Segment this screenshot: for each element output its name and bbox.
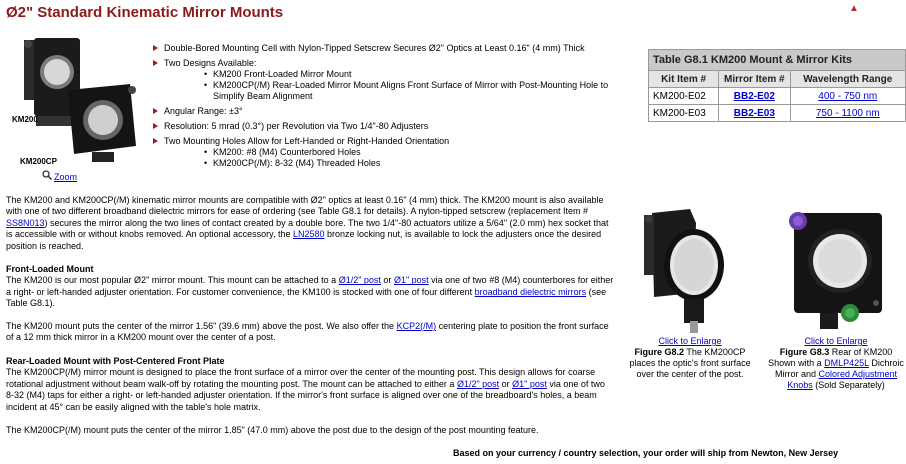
front-loaded-paragraph-2: The KM200 mount puts the center of the mirror 1.56" (39.6 mm) above the post. We also offer the KCP2(/M) centering plate to position the front surface of a 12 mm thick mirror in a KM200 mount over the center of a post. (6, 321, 609, 343)
mirror-item-link[interactable]: BB2-E03 (733, 107, 775, 119)
click-to-enlarge-link[interactable]: Click to Enlarge (804, 336, 868, 346)
feature-subitem: • KM200CP(/M): 8-32 (M4) Threaded Holes (204, 158, 642, 169)
rear-loaded-section: Rear-Loaded Mount with Post-Centered Front Plate The KM200CP(/M) mirror mount is designed to place the front surface of a mirror over the center of the mounting post. This design allows for coarse rotational adjustment without beam walk-off by rotating the mounting post. The mount can be attached to either a Ø1/2" post or Ø1" post via one of two 8-32 (M4) taps for either a right- or left-handed adjuster orientation. If the mirror's front surface is aligned over one of the breadboard's holes, a beam incident at 45° can be easily aligned with the table's hole matrix. (6, 356, 614, 413)
product-label-km200cp: KM200CP (20, 157, 57, 166)
intro-paragraph: The KM200 and KM200CP(/M) kinematic mirror mounts are compatible with Ø2" optics at least 0.16" (4 mm) thick. The KM200 mount is also available with one of two different broadband dielectric mirrors for ease of ordering (see Table G8.1 for details). A nylon-tipped setscrew (replacement Item # SS8N013) secures the mirror along the two lines of contact created by a double bore. The two 1/4"-80 actuators utilize a 5/64" (2.0 mm) hex socket that is accessible with or without knobs removed. An optional accessory, the LN2580 bronze locking nut, is available to lock the adjusters once the desired position is reached. (6, 195, 609, 251)
product-image[interactable] (6, 36, 146, 170)
column-header: Wavelength Range (790, 71, 905, 88)
back-to-top-icon[interactable]: ▲ (849, 3, 859, 14)
adjustment-knobs-link[interactable]: Colored Adjustment Knobs (787, 369, 898, 390)
post-link[interactable]: Ø1/2" post (338, 275, 381, 286)
click-to-enlarge-link[interactable]: Click to Enlarge (658, 336, 722, 346)
locking-nut-link[interactable]: LN2580 (292, 229, 325, 240)
dichroic-mirror-link[interactable]: DMLP425L (824, 358, 869, 368)
mirrors-link[interactable]: broadband dielectric mirrors (474, 286, 587, 297)
feature-subitem: • KM200CP(/M) Rear-Loaded Mirror Mount Aligns Front Surface of Mirror with Post-Mounting Hole to Simplify Beam Alignment (204, 80, 642, 102)
figure-g8-2-caption: Click to Enlarge Figure G8.2 The KM200CP places the optic's front surface over the center of the post. (629, 336, 751, 379)
table-row: KM200-E02 BB2-E02 400 - 750 nm (649, 88, 906, 105)
table-row: KM200-E03 BB2-E03 750 - 1100 nm (649, 105, 906, 122)
product-label-km200: KM200 (12, 115, 38, 124)
magnifier-icon (42, 170, 52, 182)
post-link[interactable]: Ø1" post (512, 378, 547, 389)
column-header: Kit Item # (649, 71, 719, 88)
mirror-item-link[interactable]: BB2-E02 (733, 90, 775, 102)
section-heading: Front-Loaded Mount (6, 264, 94, 274)
feature-subitem: • KM200 Front-Loaded Mirror Mount (204, 69, 642, 80)
setscrew-link[interactable]: SS8N013 (6, 217, 45, 228)
column-header: Mirror Item # (719, 71, 790, 88)
feature-list (152, 43, 642, 173)
rear-loaded-paragraph-2: The KM200CP(/M) mount puts the center of the mirror 1.85" (47.0 mm) above the post due to the design of the post mounting feature. (6, 425, 539, 435)
figure-g8-2-image[interactable] (630, 205, 748, 333)
kits-table (648, 49, 906, 122)
feature-subitem: • KM200: #8 (M4) Counterbored Holes (204, 147, 642, 158)
zoom-link[interactable]: Zoom (54, 172, 78, 182)
shipping-notice: Based on your currency / country selection, your order will ship from Newton, New Jersey (453, 448, 839, 458)
centering-plate-link[interactable]: KCP2(/M) (396, 321, 437, 331)
post-link[interactable]: Ø1" post (393, 275, 429, 286)
figure-g8-3-image[interactable] (784, 205, 894, 333)
feature-item: Two Designs Available: • KM200 Front-Loaded Mirror Mount • KM200CP(/M) Rear-Loaded Mirror Mount Aligns Front Surface of Mirror with Post-Mounting Hole to Simplify Beam Alignment (152, 58, 642, 102)
zoom-link-container (54, 172, 77, 182)
kits-table-caption: Table G8.1 KM200 Mount & Mirror Kits (649, 50, 906, 71)
wavelength-link[interactable]: 750 - 1100 nm (815, 107, 880, 119)
page-title: Ø2" Standard Kinematic Mirror Mounts (6, 4, 284, 21)
wavelength-link[interactable]: 400 - 750 nm (818, 90, 878, 102)
feature-item: Double-Bored Mounting Cell with Nylon-Tipped Setscrew Secures Ø2" Optics at Least 0.16" (4 mm) Thick (152, 43, 642, 54)
feature-item: Resolution: 5 mrad (0.3°) per Revolution via Two 1/4"-80 Adjusters (152, 121, 642, 132)
figure-g8-3-caption: Click to Enlarge Figure G8.3 Rear of KM200 Shown with a DMLP425L Dichroic Mirror and Colored Adjustment Knobs (Sold Separately) (768, 336, 904, 390)
section-heading: Rear-Loaded Mount with Post-Centered Front Plate (6, 356, 225, 366)
post-link[interactable]: Ø1/2" post (456, 378, 500, 389)
front-loaded-section: Front-Loaded Mount The KM200 is our most popular Ø2" mirror mount. This mount can be attached to a Ø1/2" post or Ø1" post via one of two #8 (M4) counterbores for either a right- or left-handed adjuster orientation. For customer convenience, the KM100 is stocked with one of four different broadband dielectric mirrors (see Table G8.1). (6, 264, 614, 309)
feature-item: Two Mounting Holes Allow for Left-Handed or Right-Handed Orientation • KM200: #8 (M4) Counterbored Holes • KM200CP(/M): 8-32 (M4) Threaded Holes (152, 136, 642, 169)
feature-item: Angular Range: ±3° (152, 106, 642, 117)
